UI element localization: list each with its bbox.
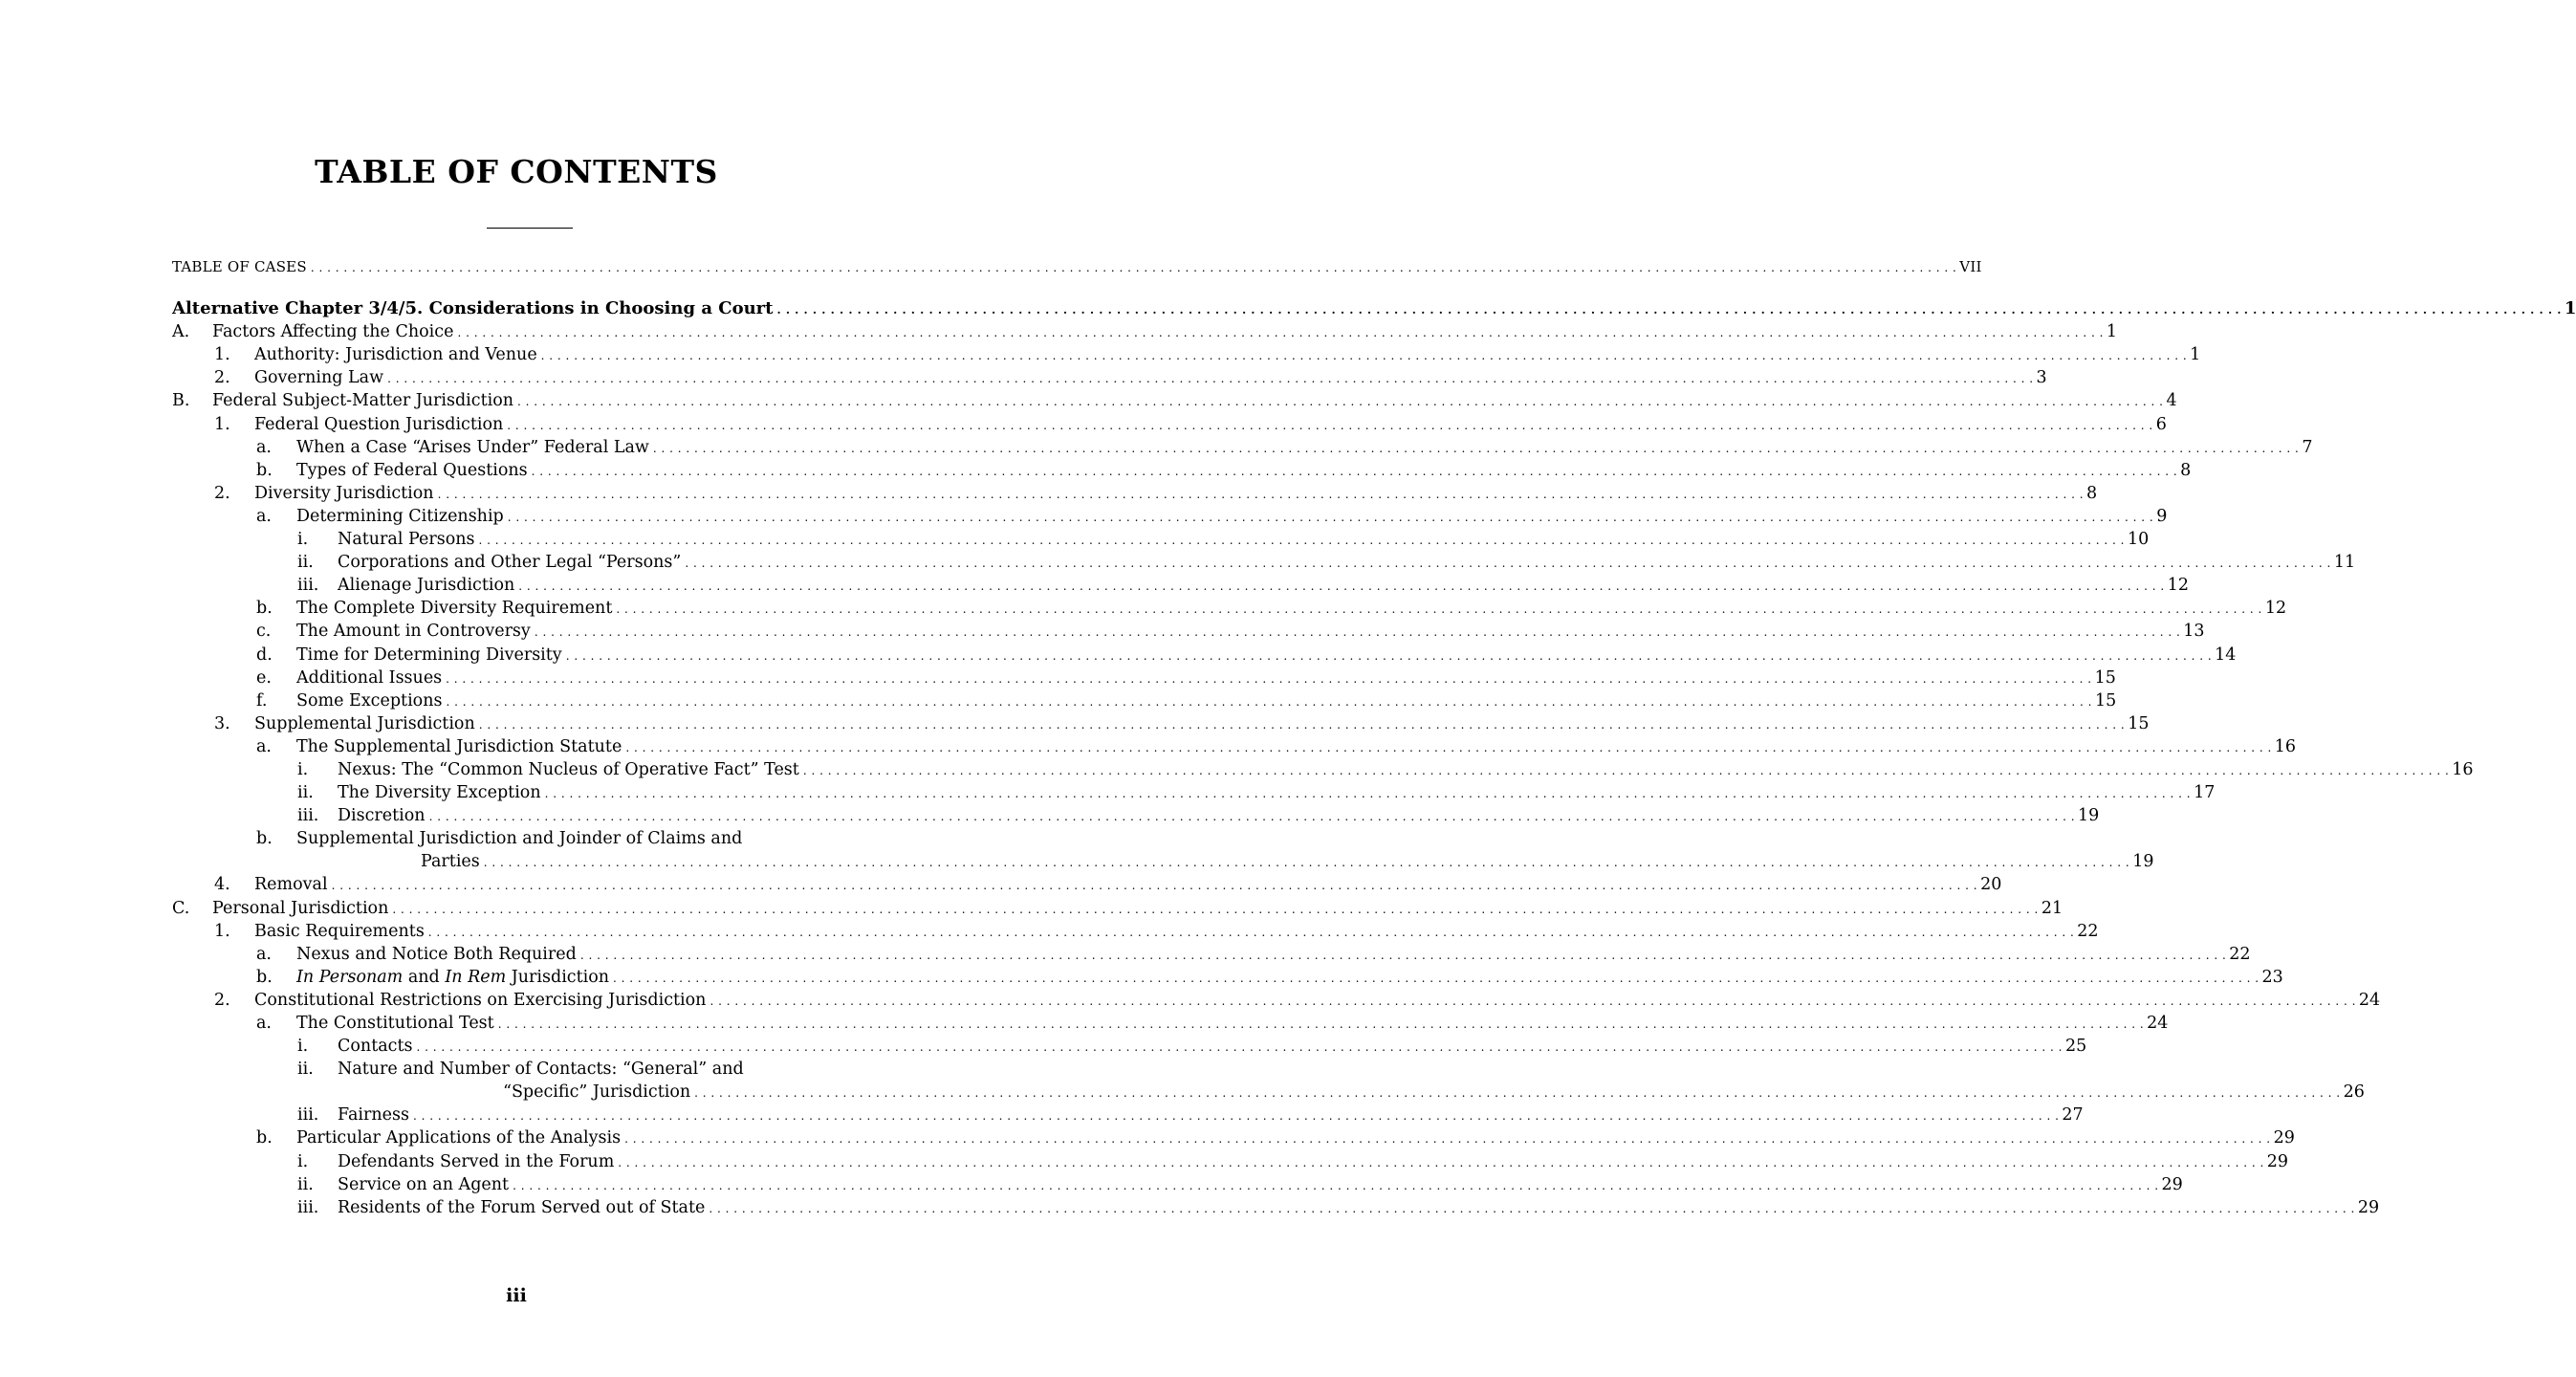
toc-entry (172, 897, 2063, 920)
dot-leader: . . . . . . . . . . . . . . . . . . . . . . . . . . . . . . . . . . . . . . . . . . . . . . . . . . . . . . . . . . . . . . . . . . . . . . . . . . . . . . . . . . . . . . . . . . . . . . . . . . . . . . . . . . . . . . . . . . . . . . . . . . . . . . . . . . . . . . . . . . . . . . . . . . . . . . . . . . . . . . . . . . . . . . . . . . . . . . . . . . . . . . . . . . . . . . . . . . . . . . . . (412, 1109, 2060, 1124)
toc-entry-title: Contacts (338, 1037, 413, 1057)
toc-entry-page: 12 (2167, 576, 2190, 596)
dot-leader: . . . . . . . . . . . . . . . . . . . . . . . . . . . . . . . . . . . . . . . . . . . . . . . . . . . . . . . . . . . . . . . . . . . . . . . . . . . . . . . . . . . . . . . . . . . . . . . . . . . . . . . . . . . . . . . . . . . . . . . . . . . . . . . . . . . . . . . . . . . . . . . . . . . . . . . . . . . . . . . . . . . . . . . . . . . . . . . . . . . . . . . . . . . . . . . . . . . . . . . . (534, 625, 2181, 640)
dot-leader: . . . . . . . . . . . . . . . . . . . . . . . . . . . . . . . . . . . . . . . . . . . . . . . . . . . . . . . . . . . . . . . . . . . . . . . . . . . . . . . . . . . . . . . . . . . . . . . . . . . . . . . . . . . . . . . . . . . . . . . . . . . . . . . . . . . . . . . . . . . . . . . . . . . . . . . . . . . . . . . . . . . . . . . . . . . . . . . . . . . . . . . . . . . . . . . . . . . . . . . . (446, 694, 2092, 709)
toc-entry (172, 1081, 2365, 1104)
toc-entry-title: Diversity Jurisdiction (254, 483, 434, 503)
toc-entry-number: 1. (214, 414, 230, 434)
toc-entry-title: The Diversity Exception (338, 783, 541, 803)
table-of-contents (172, 255, 2576, 1219)
dot-leader: . . . . . . . . . . . . . . . . . . . . . . . . . . . . . . . . . . . . . . . . . . . . . . . . . . . . . . . . . . . . . . . . . . . . . . . . . . . . . . . . . . . . . . . . . . . . . . . . . . . . . . . . . . . . . . . . . . . . . . . . . . . . . . . . . . . . . . . . . . . . . . . . . . . . . . . . . . . . . . . . . . . . . . . . . . . . . . . . . . . . . . . . . . . . . . . . . . . . . . . . (694, 1086, 2341, 1101)
dot-leader: . . . . . . . . . . . . . . . . . . . . . . . . . . . . . . . . . . . . . . . . . . . . . . . . . . . . . . . . . . . . . . . . . . . . . . . . . . . . . . . . . . . . . . . . . . . . . . . . . . . . . . . . . . . . . . . . . . . . . . . . . . . . . . . . . . . . . . . . . . . . . . . . . . . . . . . . . . . . . . . . . . . . . . . . . . . . . . . . . . . . . . . . . . . . . . . . . . . . . . . . (387, 372, 2034, 386)
dot-leader: . . . . . . . . . . . . . . . . . . . . . . . . . . . . . . . . . . . . . . . . . . . . . . . . . . . . . . . . . . . . . . . . . . . . . . . . . . . . . . . . . . . . . . . . . . . . . . . . . . . . . . . . . . . . . . . . . . . . . . . . . . . . . . . . . . . . . . . . . . . . . . . . . . . . . . . . . . . . . . . . . . . . . . . . . . . . . . . . . . . . . . . . . . . . . . . . . . . . . . . . (565, 648, 2213, 663)
dot-leader: . . . . . . . . . . . . . . . . . . . . . . . . . . . . . . . . . . . . . . . . . . . . . . . . . . . . . . . . . . . . . . . . . . . . . . . . . . . . . . . . . . . . . . . . . . . . . . . . . . . . . . . . . . . . . . . . . . . . . . . . . . . . . . . . . . . . . . . . . . . . . . . . . . . . . . . . . . . . . . . . . . . . . . . . . . . . . . . . . . . . . . . . . . . . . . . . . . . . . . . . (685, 557, 2331, 571)
toc-entry-page: 17 (2194, 783, 2216, 803)
toc-entry (172, 413, 2167, 436)
toc-entry (172, 758, 2474, 781)
page-title: TABLE OF CONTENTS (315, 153, 718, 190)
toc-entry (172, 551, 2356, 574)
toc-entry-title: Nexus: The “Common Nucleus of Operative Fact” Test (338, 759, 799, 779)
toc-entry-title: Some Exceptions (296, 690, 443, 710)
toc-entry (172, 505, 2168, 528)
dot-leader: . . . . . . . . . . . . . . . . . . . . . . . . . . . . . . . . . . . . . . . . . . . . . . . . . . . . . . . . . . . . . . . . . . . . . . . . . . . . . . . . . . . . . . . . . . . . . . . . . . . . . . . . . . . . . . . . . . . . . . . . . . . . . . . . . . . . . . . . . . . . . . . . . . . . . . . . . . . . . . . . . . . . . . . . . . . . . . . . . . . . . . . . . . . . . . . . . . . . . . . . (776, 303, 2562, 317)
toc-entry-title: In Personam and In Rem Jurisdiction (296, 967, 610, 987)
toc-entry (172, 735, 2297, 758)
toc-entry (172, 850, 2154, 873)
toc-entry-title: Supplemental Jurisdiction (254, 713, 475, 733)
toc-entry-page: 15 (2128, 713, 2150, 733)
dot-leader: . . . . . . . . . . . . . . . . . . . . . . . . . . . . . . . . . . . . . . . . . . . . . . . . . . . . . . . . . . . . . . . . . . . . . . . . . . . . . . . . . . . . . . . . . . . . . . . . . . . . . . . . . . . . . . . . . . . . . . . . . . . . . . . . . . . . . . . . . . . . . . . . . . . . . . . . . . . . . . . . . . . . . . . . . . . . . . . . . . . . . . . . . . . . . . . . . . . . . . . . (457, 326, 2104, 340)
toc-entry (172, 597, 2287, 620)
toc-entry-page: 20 (1980, 875, 2002, 895)
toc-entry-number: C. (172, 898, 190, 918)
toc-entry-title: “Specific” Jurisdiction (503, 1082, 691, 1103)
toc-entry-page: 3 (2036, 368, 2047, 388)
toc-entry (172, 989, 2381, 1012)
toc-entry-page: 15 (2094, 667, 2116, 688)
toc-entry-number: a. (256, 944, 272, 964)
dot-leader: . . . . . . . . . . . . . . . . . . . . . . . . . . . . . . . . . . . . . . . . . . . . . . . . . . . . . . . . . . . . . . . . . . . . . . . . . . . . . . . . . . . . . . . . . . . . . . . . . . . . . . . . . . . . . . . . . . . . . . . . . . . . . . . . . . . . . . . . . . . . . . . . . . . . . . . . . . . . . . . . . . . . . . . . . . . . . . . . . . . . . . . . . . . . . . . . . . . . . . . . (618, 1155, 2264, 1169)
toc-entry-title: Discretion (338, 806, 426, 826)
toc-entry (172, 1126, 2295, 1149)
dot-leader: . . . . . . . . . . . . . . . . . . . . . . . . . . . . . . . . . . . . . . . . . . . . . . . . . . . . . . . . . . . . . . . . . . . . . . . . . . . . . . . . . . . . . . . . . . . . . . . . . . . . . . . . . . . . . . . . . . . . . . . . . . . . . . . . . . . . . . . . . . . . . . . . . . . . . . . . . . . . . . . . . . . . . . . . . . . . . . . . . . . . . . . . . . . . . . . . . . . . . . . . (507, 510, 2154, 524)
toc-entry-page: 1 (2106, 322, 2118, 342)
toc-entry-number: a. (256, 437, 272, 457)
toc-entry (172, 804, 2100, 827)
toc-entry-title: Authority: Jurisdiction and Venue (254, 345, 537, 365)
toc-entry-page: 29 (2266, 1151, 2289, 1171)
toc-entry-page: 25 (2064, 1037, 2087, 1057)
toc-entry-title: Nature and Number of Contacts: “General” and (338, 1060, 744, 1080)
toc-entry-number: 2. (214, 368, 230, 388)
dot-leader: . . . . . . . . . . . . . . . . . . . . . . . . . . . . . . . . . . . . . . . . . . . . . . . . . . . . . . . . . . . . . . . . . . . . . . . . . . . . . . . . . . . . . . . . . . . . . . . . . . . . . . . . . . . . . . . . . . . . . . . . . . . . . . . . . . . . . . . . . . . . . . . . . . . . . . . . . . . . . . . . . . . . . . . . . . . . . . . . . . . . . . . . . . . . . . . . . . . . . . . . (579, 948, 2227, 962)
toc-entry-title: Additional Issues (296, 667, 443, 688)
toc-entry-number: b. (256, 1128, 273, 1148)
toc-entry-page: 15 (2094, 690, 2117, 710)
toc-entry-number: iii. (297, 1197, 319, 1217)
toc-entry-title: TABLE OF CASES (172, 258, 307, 275)
toc-entry-page: 21 (2041, 898, 2063, 918)
toc-entry (172, 943, 2251, 966)
dot-leader: . . . . . . . . . . . . . . . . . . . . . . . . . . . . . . . . . . . . . . . . . . . . . . . . . . . . . . . . . . . . . . . . . . . . . . . . . . . . . . . . . . . . . . . . . . . . . . . . . . . . . . . . . . . . . . . . . . . . . . . . . . . . . . . . . . . . . . . . . . . . . . . . . . . . . . . . . . . . . . . . . . . . . . . . . . . . . . . . . . . . . . . . . . . . . . . . . . . . . . . . (625, 740, 2272, 754)
toc-entry-number: B. (172, 391, 190, 411)
toc-entry (172, 873, 2002, 896)
dot-leader: . . . . . . . . . . . . . . . . . . . . . . . . . . . . . . . . . . . . . . . . . . . . . . . . . . . . . . . . . . . . . . . . . . . . . . . . . . . . . . . . . . . . . . . . . . . . . . . . . . . . . . . . . . . . . . . . . . . . . . . . . . . . . . . . . . . . . . . . . . . . . . . . . . . . . . . . . . . . . . . . . . . . . . . . . . . . . . . . . . . . . . . . . . . . . . . . . . . . . . . . (616, 602, 2262, 617)
toc-entry (172, 781, 2216, 804)
toc-entry-number: i. (297, 1037, 309, 1057)
toc-entry (172, 366, 2047, 389)
toc-entry (172, 1196, 2380, 1219)
toc-entry-number: c. (256, 622, 272, 642)
toc-entry-page: 12 (2264, 599, 2287, 619)
toc-entry (172, 620, 2205, 643)
toc-entry-page: 1 (2190, 345, 2201, 365)
toc-entry-page: 29 (2161, 1174, 2183, 1194)
toc-entry-number: A. (172, 322, 190, 342)
toc-entry-number: 1. (214, 921, 230, 941)
toc-entry-title: Parties (421, 852, 480, 872)
toc-entry-number: iii. (297, 576, 319, 596)
toc-entry-page: 11 (2333, 553, 2356, 573)
toc-entry (172, 966, 2283, 989)
toc-entry (172, 528, 2150, 551)
toc-entry (172, 255, 1982, 278)
toc-entry-number: iii. (297, 1105, 319, 1126)
toc-entry-title: Determining Citizenship (296, 506, 504, 526)
dot-leader: . . . . . . . . . . . . . . . . . . . . . . . . . . . . . . . . . . . . . . . . . . . . . . . . . . . . . . . . . . . . . . . . . . . . . . . . . . . . . . . . . . . . . . . . . . . . . . . . . . . . . . . . . . . . . . . . . . . . . . . . . . . . . . . . . . . . . . . . . . . . . . . . . . . . . . . . . . . . . . . . . . . . . . . . . . . . . . . . . . . . . . . . . . . . . . . . . . . . . . . . (544, 787, 2192, 801)
toc-entry-title: Federal Question Jurisdiction (254, 414, 504, 434)
dot-leader: . . . . . . . . . . . . . . . . . . . . . . . . . . . . . . . . . . . . . . . . . . . . . . . . . . . . . . . . . . . . . . . . . . . . . . . . . . . . . . . . . . . . . . . . . . . . . . . . . . . . . . . . . . . . . . . . . . . . . . . . . . . . . . . . . . . . . . . . . . . . . . . . . . . . . . . . . . . . . . . . . . . . . . . . . . . . . . . . . . . . . . . . . . . . . . . . . . . . . . . . (531, 464, 2178, 478)
toc-entry-number: b. (256, 460, 273, 480)
dot-leader: . . . . . . . . . . . . . . . . . . . . . . . . . . . . . . . . . . . . . . . . . . . . . . . . . . . . . . . . . . . . . . . . . . . . . . . . . . . . . . . . . . . . . . . . . . . . . . . . . . . . . . . . . . . . . . . . . . . . . . . . . . . . . . . . . . . . . . . . . . . . . . . . . . . . . . . . . . . . . . . . . . . . . . . . . . . . . . . . . . . . . . . . . . . . . . . . . . . . . . . . (428, 810, 2076, 824)
toc-entry (172, 644, 2237, 667)
toc-entry-page: 22 (2077, 921, 2099, 941)
toc-entry-page: 29 (2273, 1128, 2295, 1148)
toc-entry-title: The Amount in Controversy (296, 622, 531, 642)
dot-leader: . . . . . . . . . . . . . . . . . . . . . . . . . . . . . . . . . . . . . . . . . . . . . . . . . . . . . . . . . . . . . . . . . . . . . . . . . . . . . . . . . . . . . . . . . . . . . . . . . . . . . . . . . . . . . . . . . . . . . . . . . . . . . . . . . . . . . . . . . . . . . . . . . . . . . . . . . . . . . . . . . . . . . . . . . . . . . . . . . . . . . . . . . . . . . . . . . . . . . . . . (483, 856, 2130, 870)
toc-entry-title: Supplemental Jurisdiction and Joinder of Claims and (296, 829, 743, 849)
toc-entry-page: 16 (2452, 759, 2474, 779)
toc-entry-number: 2. (214, 483, 230, 503)
toc-entry-title: Factors Affecting the Choice (212, 322, 454, 342)
toc-entry-number: b. (256, 599, 273, 619)
toc-entry-title: Removal (254, 875, 328, 895)
toc-entry-number: e. (256, 667, 272, 688)
toc-entry-page: 29 (2357, 1197, 2380, 1217)
toc-entry-page: 14 (2215, 645, 2237, 665)
toc-entry-title: The Constitutional Test (296, 1014, 494, 1033)
toc-entry-page: 22 (2229, 944, 2251, 964)
toc-entry-number: ii. (297, 553, 314, 573)
toc-entry-number: i. (297, 759, 309, 779)
toc-entry (172, 343, 2201, 366)
dot-leader: . . . . . . . . . . . . . . . . . . . . . . . . . . . . . . . . . . . . . . . . . . . . . . . . . . . . . . . . . . . . . . . . . . . . . . . . . . . . . . . . . . . . . . . . . . . . . . . . . . . . . . . . . . . . . . . . . . . . . . . . . . . . . . . . . . . . . . . . . . . . . . . . . . . . . . . . . . . . . . . . . . . . . . . . . . . . . . . . . . . . . . . . . . . . . . . . . . . . . . . . (446, 671, 2092, 686)
dot-leader: . . . . . . . . . . . . . . . . . . . . . . . . . . . . . . . . . . . . . . . . . . . . . . . . . . . . . . . . . . . . . . . . . . . . . . . . . . . . . . . . . . . . . . . . . . . . . . . . . . . . . . . . . . . . . . . . . . . . . . . . . . . . . . . . . . . . . . . . . . . . . . . . . . . . . . . . . . . . . . . . . . . . . . . . . . . . . . . . . . . . . . . . . . . . . . . . . . . . . . . . (331, 879, 1978, 893)
dot-leader: . . . . . . . . . . . . . . . . . . . . . . . . . . . . . . . . . . . . . . . . . . . . . . . . . . . . . . . . . . . . . . . . . . . . . . . . . . . . . . . . . . . . . . . . . . . . . . . . . . . . . . . . . . . . . . . . . . . . . . . . . . . . . . . . . . . . . . . . . . . . . . . . . . . . . . . . . . . . . . . . . . . . . . . . . . . . . . . . . . . . . . . . . . . . . . . . . . . . . . . . (478, 717, 2126, 732)
toc-entry-title: Alternative Chapter 3/4/5. Considerations in Choosing a Court (172, 298, 774, 319)
toc-entry-page: 16 (2274, 736, 2297, 756)
toc-entry-title: Corporations and Other Legal “Persons” (338, 553, 682, 573)
toc-entry-page: 24 (2358, 990, 2381, 1010)
page-number: iii (506, 1285, 527, 1306)
toc-entry-title: When a Case “Arises Under” Federal Law (296, 437, 649, 457)
toc-entry-page: 26 (2343, 1082, 2365, 1103)
toc-entry (172, 712, 2150, 735)
toc-entry-title: Natural Persons (338, 530, 475, 550)
toc-entry (172, 827, 859, 850)
toc-entry (172, 459, 2192, 482)
dot-leader: . . . . . . . . . . . . . . . . . . . . . . . . . . . . . . . . . . . . . . . . . . . . . . . . . . . . . . . . . . . . . . . . . . . . . . . . . . . . . . . . . . . . . . . . . . . . . . . . . . . . . . . . . . . . . . . . . . . . . . . . . . . . . . . . . . . . . . . . . . . . . . . . . . . . . . . . . . . . . . . . . . . . . . . . . . . . . . . . . . . . . . . . . . . . . . . . . . . . . . . . (427, 925, 2075, 939)
toc-entry-number: ii. (297, 1060, 314, 1080)
toc-entry (172, 482, 2098, 505)
toc-entry-number: b. (256, 967, 273, 987)
toc-entry (172, 1173, 2183, 1196)
toc-entry-number: d. (256, 645, 273, 665)
dot-leader: . . . . . . . . . . . . . . . . . . . . . . . . . . . . . . . . . . . . . . . . . . . . . . . . . . . . . . . . . . . . . . . . . . . . . . . . . . . . . . . . . . . . . . . . . . . . . . . . . . . . . . . . . . . . . . . . . . . . . . . . . . . . . . . . . . . . . . . . . . . . . . . . . . . . . . . . . . . . . . . . . . . . . . . . . . . . . . . . . . . . . . . . . . . . . . . . . . . . . . . . (624, 1132, 2271, 1147)
toc-entry-title: Service on an Agent (338, 1174, 510, 1194)
toc-entry-title: Federal Subject-Matter Jurisdiction (212, 391, 514, 411)
toc-entry-number: 1. (214, 345, 230, 365)
dot-leader: . . . . . . . . . . . . . . . . . . . . . . . . . . . . . . . . . . . . . . . . . . . . . . . . . . . . . . . . . . . . . . . . . . . . . . . . . . . . . . . . . . . . . . . . . . . . . . . . . . . . . . . . . . . . . . . . . . . . . . . . . . . . . . . . . . . . . . . . . . . . . . . . . . . . . . . . . . . . . . . . . . . . . . . . . . . . . . . . . . . . . . . . . . . . . . . . . . . . . . . . (517, 395, 2164, 409)
toc-entry-title: Alienage Jurisdiction (338, 576, 515, 596)
toc-entry-page: 7 (2302, 437, 2313, 457)
dot-leader: . . . . . . . . . . . . . . . . . . . . . . . . . . . . . . . . . . . . . . . . . . . . . . . . . . . . . . . . . . . . . . . . . . . . . . . . . . . . . . . . . . . . . . . . . . . . . . . . . . . . . . . . . . . . . . . . . . . . . . . . . . . . . . . . . . . . . . . . . . . . . . . . . . . . . . . . . . . . . . . . . . . . . . . . . . . . . . . . . . . . . . . . . . . . . . . . . . . . . . . . (497, 1017, 2145, 1031)
dot-leader: . . . . . . . . . . . . . . . . . . . . . . . . . . . . . . . . . . . . . . . . . . . . . . . . . . . . . . . . . . . . . . . . . . . . . . . . . . . . . . . . . . . . . . . . . . . . . . . . . . . . . . . . . . . . . . . . . . . . . . . . . . . . . . . . . . . . . . . . . . . . . . . . . . . . . . . . . . . . . . . . . . . . . . . . . . . . . . . . . . . . . . . . . . . . . . . . . . . . . . . . (709, 1201, 2355, 1215)
toc-entry-page: VII (1959, 258, 1982, 275)
toc-entry (172, 320, 2118, 343)
toc-entry-number: i. (297, 1151, 309, 1171)
toc-entry-title: Fairness (338, 1105, 409, 1126)
toc-entry-title: Governing Law (254, 368, 384, 388)
toc-entry-title: The Complete Diversity Requirement (296, 599, 613, 619)
toc-entry (172, 920, 2099, 943)
toc-entry-number: f. (256, 690, 268, 710)
toc-entry-number: a. (256, 506, 272, 526)
toc-entry (172, 1104, 2084, 1126)
toc-entry-page: 27 (2062, 1105, 2084, 1126)
toc-entry-page: 23 (2261, 967, 2283, 987)
dot-leader: . . . . . . . . . . . . . . . . . . . . . . . . . . . . . . . . . . . . . . . . . . . . . . . . . . . . . . . . . . . . . . . . . . . . . . . . . . . . . . . . . . . . . . . . . . . . . . . . . . . . . . . . . . . . . . . . . . . . . . . . . . . . . . . . . . . . . . . . . . . . . . . . . . . . . . . . . . . . . . . . . . . . . . . . . . . . . . . . . . . . . . . . . . . . . . . . . . . . . . . . (416, 1040, 2063, 1055)
toc-entry (172, 1150, 2289, 1173)
toc-entry-title: Residents of the Forum Served out of State (338, 1197, 706, 1217)
dot-leader: . . . . . . . . . . . . . . . . . . . . . . . . . . . . . . . . . . . . . . . . . . . . . . . . . . . . . . . . . . . . . . . . . . . . . . . . . . . . . . . . . . . . . . . . . . . . . . . . . . . . . . . . . . . . . . . . . . . . . . . . . . . . . . . . . . . . . . . . . . . . . . . . . . . . . . . . . . . . . . . . . . . . . . . . . . . . . . . . . . . . . . . . . . . . . . . . . . . . . . . . (478, 534, 2125, 548)
dot-leader: . . . . . . . . . . . . . . . . . . . . . . . . . . . . . . . . . . . . . . . . . . . . . . . . . . . . . . . . . . . . . . . . . . . . . . . . . . . . . . . . . . . . . . . . . . . . . . . . . . . . . . . . . . . . . . . . . . . . . . . . . . . . . . . . . . . . . . . . . . . . . . . . . . . . . . . . . . . . . . . . . . . . . . . . . . . . . . . . . . . . . . . . . . . . . . . . . . . . . . . . (513, 1178, 2159, 1192)
dot-leader: . . . . . . . . . . . . . . . . . . . . . . . . . . . . . . . . . . . . . . . . . . . . . . . . . . . . . . . . . . . . . . . . . . . . . . . . . . . . . . . . . . . . . . . . . . . . . . . . . . . . . . . . . . . . . . . . . . . . . . . . . . . . . . . . . . . . . . . . . . . . . . . . . . . . . . . . . . . . . . . . . . . . . . . . . . . . . . . . . . . . . . . . . . . . . . . . . . . . . . . . (613, 971, 2259, 985)
toc-entry-number: a. (256, 736, 272, 756)
toc-entry-number: ii. (297, 783, 314, 803)
dot-leader: . . . . . . . . . . . . . . . . . . . . . . . . . . . . . . . . . . . . . . . . . . . . . . . . . . . . . . . . . . . . . . . . . . . . . . . . . . . . . . . . . . . . . . . . . . . . . . . . . . . . . . . . . . . . . . . . . . . . . . . . . . . . . . . . . . . . . . . . . . . . . . . . . . . . . . . . . . . . . . . . . . . . . . . . . . . . . . . . . . . . . . . . . . . . . . . . . . . . . . . . (518, 579, 2165, 594)
toc-entry-number: a. (256, 1014, 272, 1033)
toc-entry-number: ii. (297, 1174, 314, 1194)
toc-entry-title: Personal Jurisdiction (212, 898, 389, 918)
dot-leader: . . . . . . . . . . . . . . . . . . . . . . . . . . . . . . . . . . . . . . . . . . . . . . . . . . . . . . . . . . . . . . . . . . . . . . . . . . . . . . . . . . . . . . . . . . . . . . . . . . . . . . . . . . . . . . . . . . . . . . . . . . . . . . . . . . . . . . . . . . . . . . . . . . . . . . . . . . . . . . . . . . . . . . . . . . . . . . . . . . . . . . . . . . . . . . . . . . . . . . . . (507, 418, 2153, 432)
dot-leader: . . . . . . . . . . . . . . . . . . . . . . . . . . . . . . . . . . . . . . . . . . . . . . . . . . . . . . . . . . . . . . . . . . . . . . . . . . . . . . . . . . . . . . . . . . . . . . . . . . . . . . . . . . . . . . . . . . . . . . . . . . . . . . . . . . . . . . . . . . . . . . . . . . . . . . . . . . . . . . . . . . . . . . . . . . . . . . . . . . . . . . . . . . . . . . . . . . . . . . . . (709, 994, 2356, 1008)
toc-entry-number: 3. (214, 713, 230, 733)
dot-leader: . . . . . . . . . . . . . . . . . . . . . . . . . . . . . . . . . . . . . . . . . . . . . . . . . . . . . . . . . . . . . . . . . . . . . . . . . . . . . . . . . . . . . . . . . . . . . . . . . . . . . . . . . . . . . . . . . . . . . . . . . . . . . . . . . . . . . . . . . . . . . . . . . . . . . . . . . . . . . . . . . . . . . . . . . . . . . . . . . . . . . . . . . . . . . . . . . . . . . . . . (310, 261, 1957, 274)
toc-entry-title: The Supplemental Jurisdiction Statute (296, 736, 622, 756)
dot-leader: . . . . . . . . . . . . . . . . . . . . . . . . . . . . . . . . . . . . . . . . . . . . . . . . . . . . . . . . . . . . . . . . . . . . . . . . . . . . . . . . . . . . . . . . . . . . . . . . . . . . . . . . . . . . . . . . . . . . . . . . . . . . . . . . . . . . . . . . . . . . . . . . . . . . . . . . . . . . . . . . . . . . . . . . . . . . . . . . . . . . . . . . . . . . . . . . . . . . . . . . (802, 763, 2450, 777)
toc-entry (172, 436, 2313, 459)
toc-entry-page: 10 (2127, 530, 2150, 550)
title-rule (487, 228, 573, 229)
toc-entry-page: 4 (2166, 391, 2177, 411)
toc-entry (172, 1012, 2169, 1035)
toc-entry-title: Defendants Served in the Forum (338, 1151, 615, 1171)
toc-entry (172, 689, 2117, 712)
toc-entry-page: 19 (2132, 852, 2154, 872)
toc-entry-page: 24 (2147, 1014, 2169, 1033)
toc-entry-number: i. (297, 530, 309, 550)
dot-leader: . . . . . . . . . . . . . . . . . . . . . . . . . . . . . . . . . . . . . . . . . . . . . . . . . . . . . . . . . . . . . . . . . . . . . . . . . . . . . . . . . . . . . . . . . . . . . . . . . . . . . . . . . . . . . . . . . . . . . . . . . . . . . . . . . . . . . . . . . . . . . . . . . . . . . . . . . . . . . . . . . . . . . . . . . . . . . . . . . . . . . . . . . . . . . . . . . . . . . . . . (392, 902, 2039, 916)
toc-entry-page: 1 (2564, 298, 2576, 319)
toc-entry-title: Basic Requirements (254, 921, 425, 941)
toc-entry (172, 667, 2116, 689)
toc-entry-title: Nexus and Notice Both Required (296, 944, 577, 964)
dot-leader: . . . . . . . . . . . . . . . . . . . . . . . . . . . . . . . . . . . . . . . . . . . . . . . . . . . . . . . . . . . . . . . . . . . . . . . . . . . . . . . . . . . . . . . . . . . . . . . . . . . . . . . . . . . . . . . . . . . . . . . . . . . . . . . . . . . . . . . . . . . . . . . . . . . . . . . . . . . . . . . . . . . . . . . . . . . . . . . . . . . . . . . . . . . . . . . . . . . . . . . . (540, 349, 2188, 363)
toc-entry-title: Time for Determining Diversity (296, 645, 562, 665)
toc-entry-page: 8 (2180, 460, 2192, 480)
toc-entry (172, 389, 2177, 412)
toc-entry (172, 1035, 2087, 1058)
dot-leader: . . . . . . . . . . . . . . . . . . . . . . . . . . . . . . . . . . . . . . . . . . . . . . . . . . . . . . . . . . . . . . . . . . . . . . . . . . . . . . . . . . . . . . . . . . . . . . . . . . . . . . . . . . . . . . . . . . . . . . . . . . . . . . . . . . . . . . . . . . . . . . . . . . . . . . . . . . . . . . . . . . . . . . . . . . . . . . . . . . . . . . . . . . . . . . . . . . . . . . . . (652, 441, 2300, 455)
toc-entry (172, 297, 2576, 320)
toc-entry (172, 1058, 859, 1081)
toc-entry-number: iii. (297, 806, 319, 826)
toc-entry-title: Types of Federal Questions (296, 460, 528, 480)
dot-leader: . . . . . . . . . . . . . . . . . . . . . . . . . . . . . . . . . . . . . . . . . . . . . . . . . . . . . . . . . . . . . . . . . . . . . . . . . . . . . . . . . . . . . . . . . . . . . . . . . . . . . . . . . . . . . . . . . . . . . . . . . . . . . . . . . . . . . . . . . . . . . . . . . . . . . . . . . . . . . . . . . . . . . . . . . . . . . . . . . . . . . . . . . . . . . . . . . . . . . . . . (437, 487, 2085, 501)
toc-entry-title: Particular Applications of the Analysis (296, 1128, 622, 1148)
toc-entry-number: 4. (214, 875, 230, 895)
toc-entry (172, 574, 2190, 597)
toc-entry-page: 19 (2078, 806, 2100, 826)
toc-entry-page: 9 (2156, 506, 2168, 526)
toc-entry-title: Constitutional Restrictions on Exercising Jurisdiction (254, 990, 707, 1010)
toc-entry-page: 8 (2086, 483, 2098, 503)
toc-entry-number: b. (256, 829, 273, 849)
toc-entry-number: 2. (214, 990, 230, 1010)
toc-entry-page: 13 (2183, 622, 2205, 642)
toc-entry-page: 6 (2155, 414, 2167, 434)
